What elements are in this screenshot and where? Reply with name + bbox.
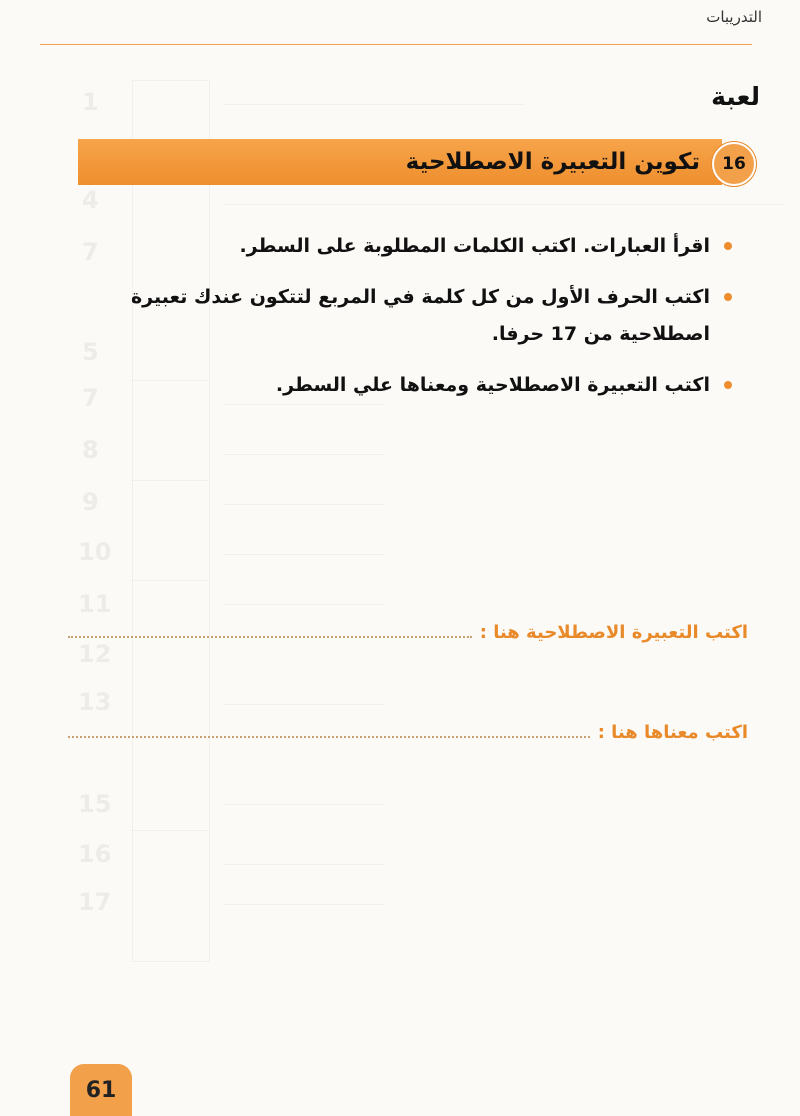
exercise-header-bar xyxy=(78,139,746,185)
page-number: 61 xyxy=(70,1064,132,1116)
exercise-title: تكوين التعبيرة الاصطلاحية xyxy=(405,149,700,175)
bullet-icon xyxy=(724,242,732,250)
meaning-answer-line[interactable] xyxy=(68,735,590,738)
instruction-text: اكتب التعبيرة الاصطلاحية ومعناها علي السطر. xyxy=(275,374,710,396)
bullet-icon xyxy=(724,293,732,301)
bullet-icon xyxy=(724,381,732,389)
header-rule xyxy=(40,44,752,45)
meaning-answer-row xyxy=(68,722,748,743)
instruction-item xyxy=(72,279,732,353)
meaning-answer-label: اكتب معناها هنا : xyxy=(597,722,748,743)
instruction-item xyxy=(72,228,732,265)
section-title: لعبة xyxy=(711,82,760,111)
instruction-text: اقرأ العبارات. اكتب الكلمات المطلوبة على السطر. xyxy=(239,235,710,257)
page-header-section-name: التدريبات xyxy=(706,8,762,26)
instruction-item xyxy=(72,367,732,404)
expression-answer-row xyxy=(68,622,748,643)
instruction-text: اكتب الحرف الأول من كل كلمة في المربع لتتكون عندك تعبيرة اصطلاحية من 17 حرفا. xyxy=(130,286,710,345)
expression-answer-label: اكتب التعبيرة الاصطلاحية هنا : xyxy=(479,622,748,643)
expression-answer-line[interactable] xyxy=(68,635,472,638)
exercise-number-badge: 16 xyxy=(712,142,756,186)
instructions-list xyxy=(72,228,732,404)
